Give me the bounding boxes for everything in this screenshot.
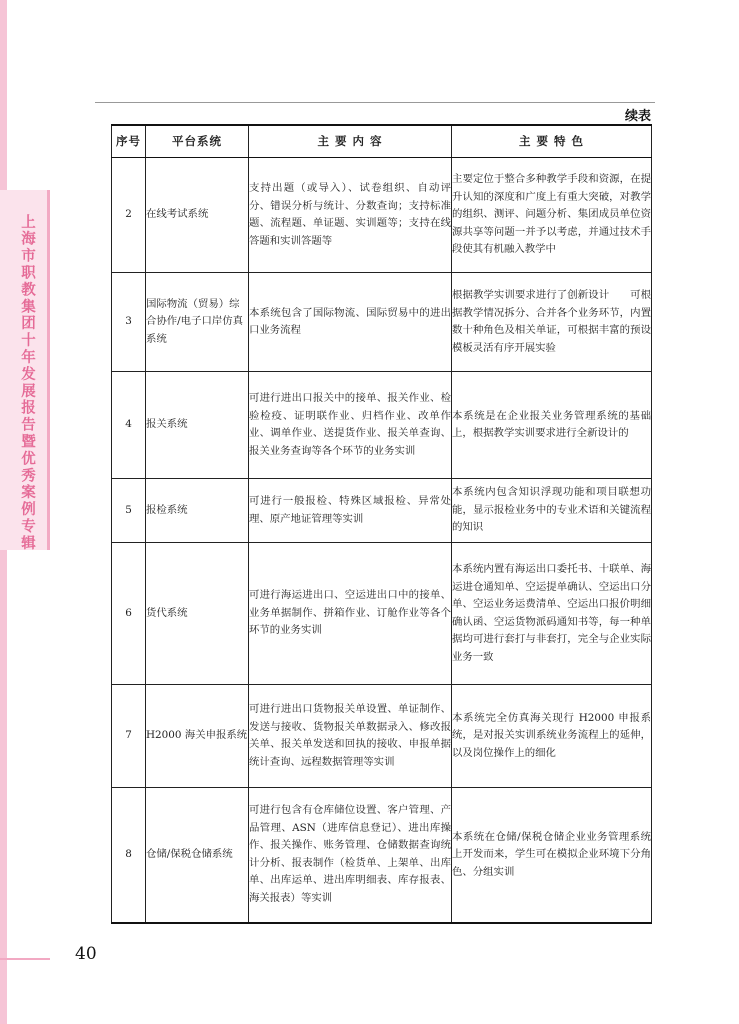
- table-row: [112, 543, 652, 685]
- table-row: [112, 685, 652, 788]
- row-number: 4: [112, 372, 146, 479]
- row-number: 6: [112, 543, 146, 685]
- table-row: [112, 372, 652, 479]
- continued-label: 续表: [624, 109, 651, 124]
- row-system: 报关系统: [146, 372, 249, 479]
- row-content: 可进行海运进出口、空运进出口中的接单、业务单据制作、拼箱作业、订舱作业等各个环节的业务实训: [249, 543, 452, 685]
- row-system: 在线考试系统: [146, 158, 249, 273]
- row-content: 可进行一般报检、特殊区域报检、异常处理、原产地证管理等实训: [249, 479, 452, 543]
- col-header-feature: 主 要 特 色: [452, 125, 652, 158]
- row-number: 5: [112, 479, 146, 543]
- table-row: [112, 788, 652, 923]
- table-header-row: [112, 125, 652, 158]
- row-number: 7: [112, 685, 146, 788]
- row-system: 国际物流（贸易）综合协作/电子口岸仿真系统: [146, 273, 249, 372]
- row-feature: 本系统是在企业报关业务管理系统的基础上，根据教学实训要求进行全新设计的: [452, 372, 652, 479]
- row-system: H2000 海关申报系统: [146, 685, 249, 788]
- row-feature: 本系统完全仿真海关现行 H2000 申报系统，是对报关实训系统业务流程上的延伸，以及岗位操作上的细化: [452, 685, 652, 788]
- row-content: 支持出题（或导入）、试卷组织、自动评分、错误分析与统计、分数查询；支持标准题、流程题、单证题、实训题等；支持在线答题和实训答题等: [249, 158, 452, 273]
- row-number: 8: [112, 788, 146, 923]
- row-feature: 主要定位于整合多种教学手段和资源，在提升认知的深度和广度上有重大突破，对教学的组织、测评、问题分析、集团成员单位资源共享等问题一并予以考虑，并通过技术手段使其有机融入教学中: [452, 158, 652, 273]
- footer-accent-line: [0, 958, 50, 960]
- row-feature: 本系统内包含知识浮现功能和项目联想功能，显示报检业务中的专业术语和关键流程的知识: [452, 479, 652, 543]
- table-row: [112, 479, 652, 543]
- row-system: 报检系统: [146, 479, 249, 543]
- table-row: [112, 273, 652, 372]
- row-feature: 本系统在仓储/保税仓储企业业务管理系统上开发而来，学生可在模拟企业环境下分角色、分组实训: [452, 788, 652, 923]
- row-feature: 本系统内置有海运出口委托书、十联单、海运进仓通知单、空运提单确认、空运出口分单、空运业务运费清单、空运出口报价明细确认函、空运货物派码通知书等，每一种单据均可进行套打与非套打，完全与企业实际业务一致: [452, 543, 652, 685]
- header-rule: [95, 102, 655, 103]
- row-number: 3: [112, 273, 146, 372]
- row-system: 货代系统: [146, 543, 249, 685]
- row-content: 可进行进出口货物报关单设置、单证制作、发送与接收、货物报关单数据录入、修改报关单、报关单发送和回执的接收、申报单据统计查询、远程数据管理等实训: [249, 685, 452, 788]
- row-feature: 根据教学实训要求进行了创新设计 可根据教学情况拆分、合并各个业务环节，内置数十种角色及相关单证，可根据丰富的预设模板灵活有序开展实验: [452, 273, 652, 372]
- row-content: 可进行包含有仓库储位设置、客户管理、产品管理、ASN（进库信息登记）、进出库操作、报关操作、账务管理、仓储数据查询统计分析、报表制作（检货单、上架单、出库单、出库运单、进出库明细表、库存报表、海关报表）等实训: [249, 788, 452, 923]
- col-header-content: 主 要 内 容: [249, 125, 452, 158]
- row-number: 2: [112, 158, 146, 273]
- row-content: 可进行进出口报关中的接单、报关作业、检验检疫、证明联作业、归档作业、改单作业、调单作业、送提货作业、报关单查询、报关业务查询等各个环节的业务实训: [249, 372, 452, 479]
- platform-table: [111, 124, 652, 924]
- side-title: 上海市职教集团十年发展报告暨优秀案例专辑: [19, 214, 35, 552]
- page-number: 40: [75, 944, 97, 964]
- row-content: 本系统包含了国际物流、国际贸易中的进出口业务流程: [249, 273, 452, 372]
- col-header-no: 序号: [112, 125, 146, 158]
- row-system: 仓储/保税仓储系统: [146, 788, 249, 923]
- col-header-system: 平台系统: [146, 125, 249, 158]
- table-row: [112, 158, 652, 273]
